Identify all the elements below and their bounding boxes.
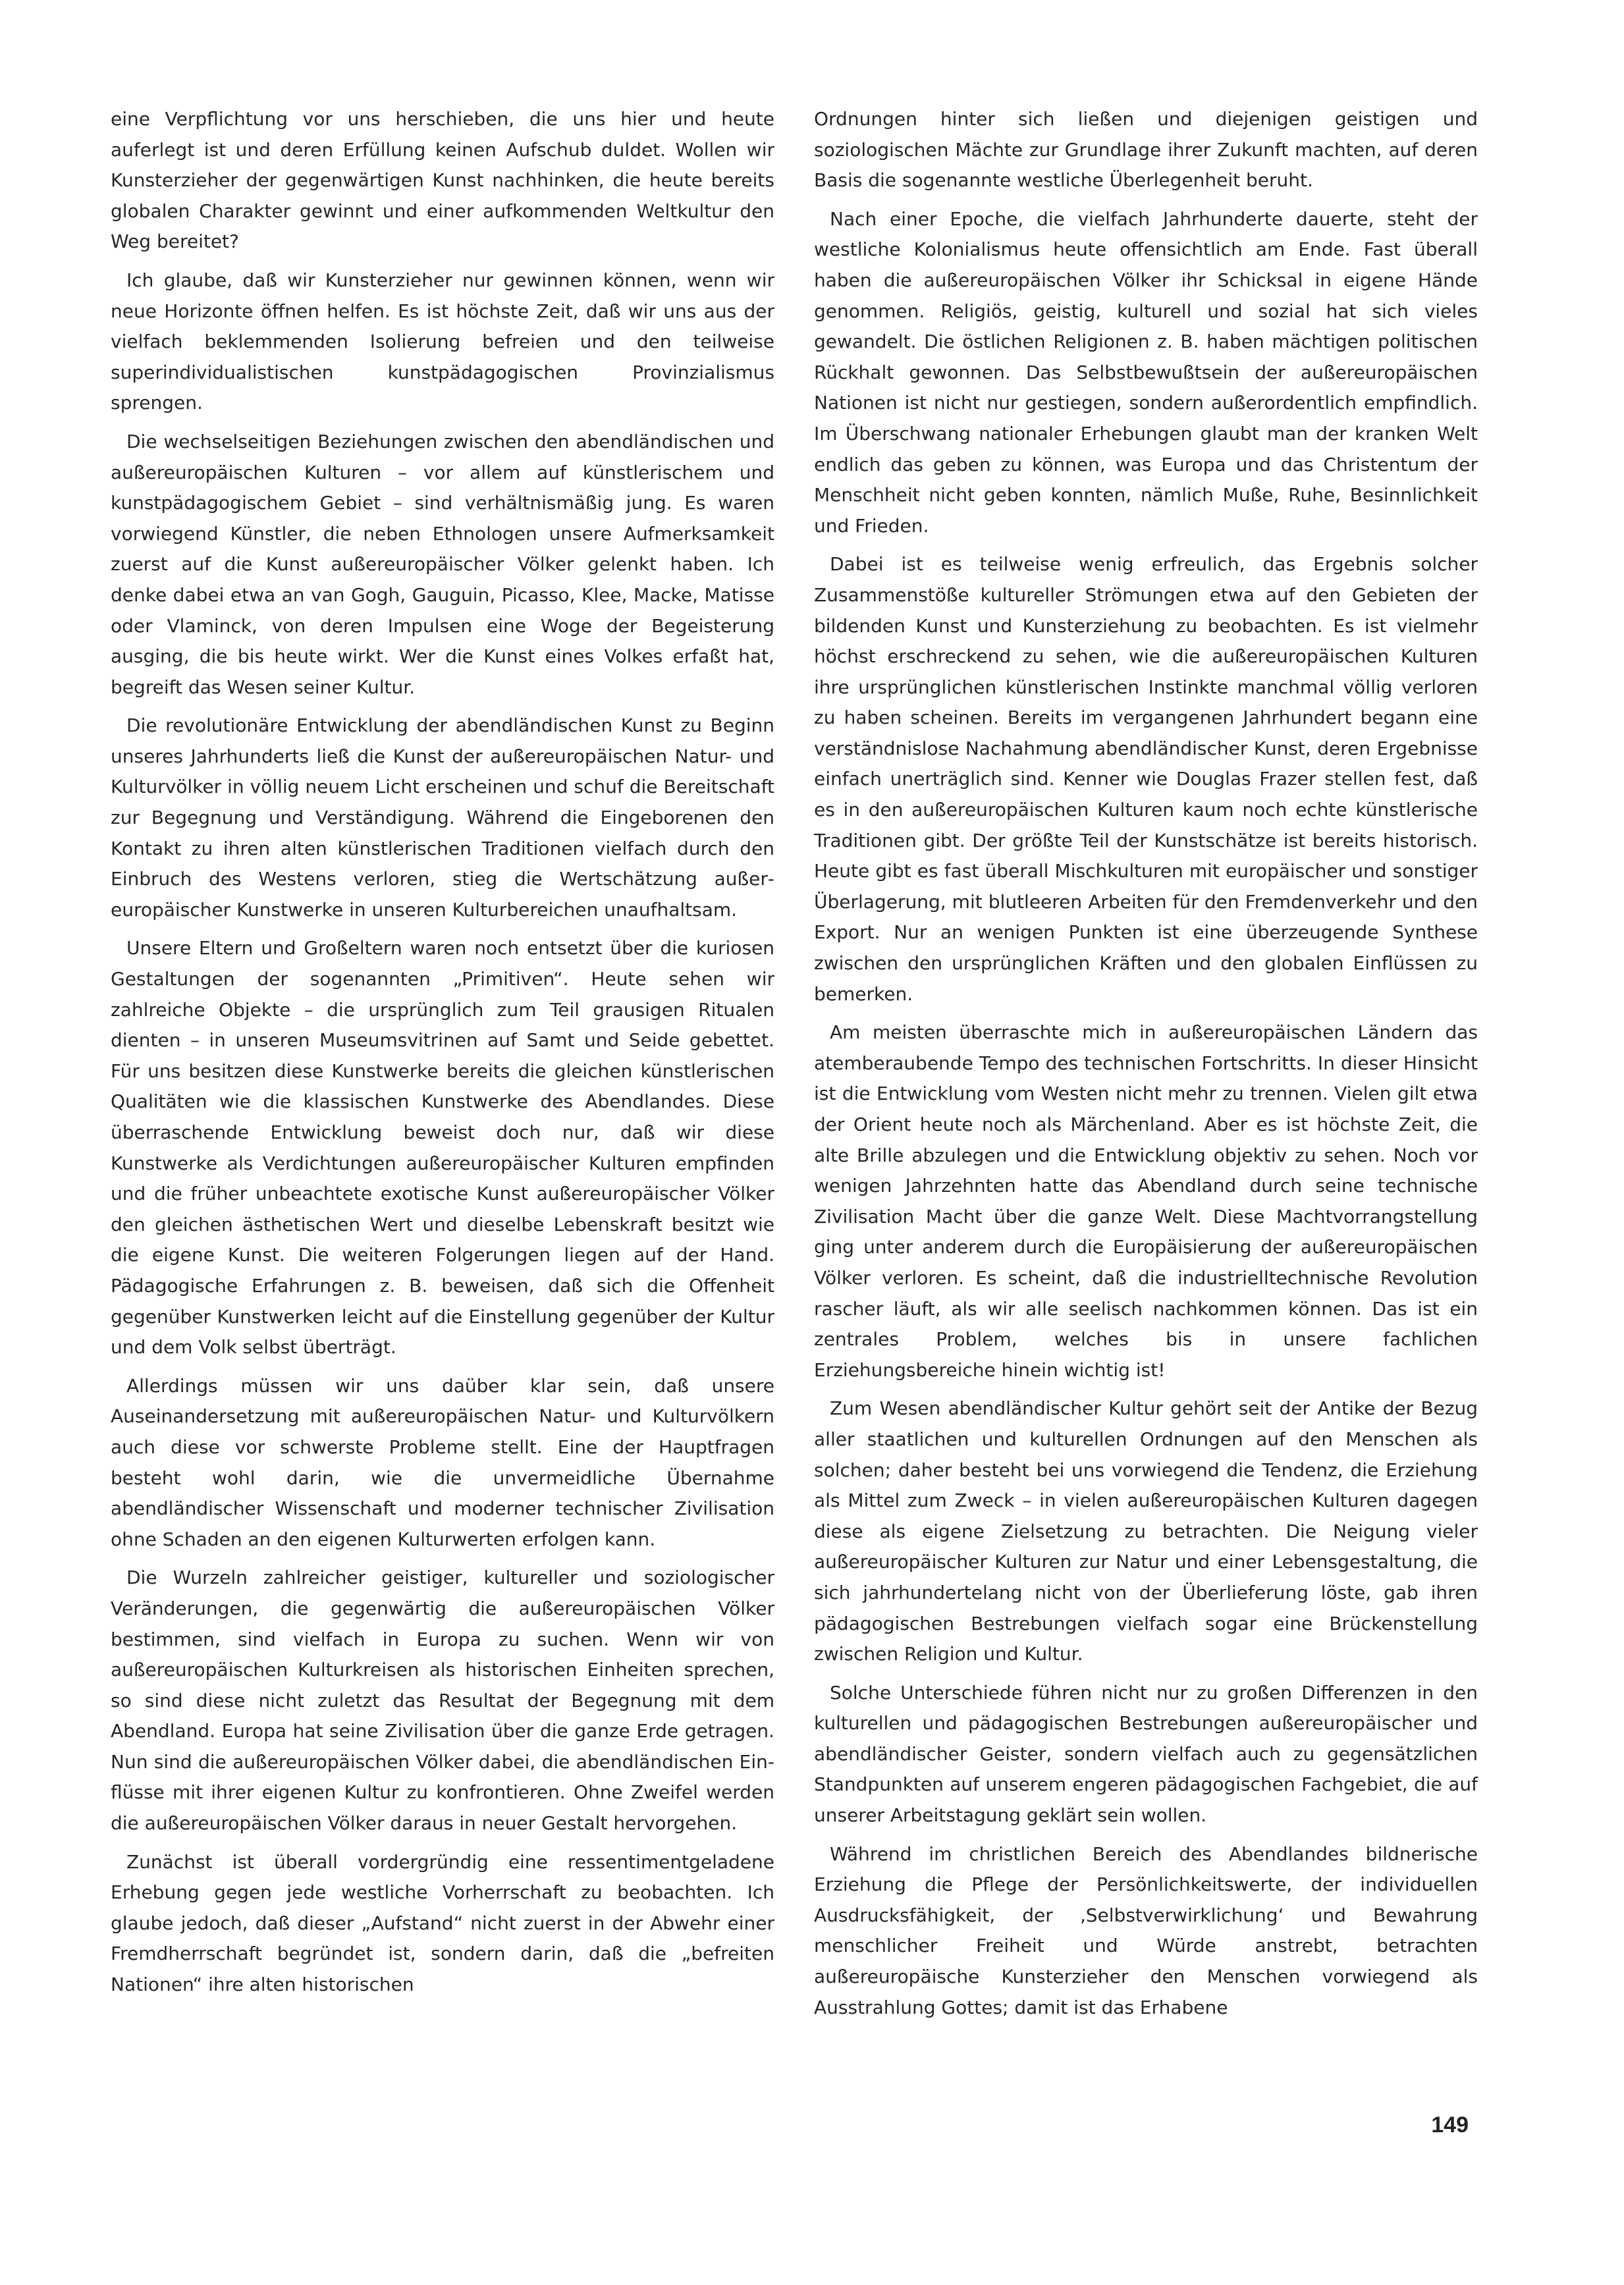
page-number: 149 [1431,2112,1469,2137]
paragraph: eine Verpflichtung vor uns herschieben, die uns hier und heute auferlegt ist und deren Erfüllung keinen Aufschub duldet. Wollen wir Kunsterzieher der gegenwärtigen Kunst nachhinken, die heute bereits globalen Charakter gewinnt und einer aufkommenden Weltkultur den Weg bereitet? [111,108,774,253]
right-text-column [814,104,1478,2031]
paragraph: Die Wurzeln zahlreicher geistiger, kultureller und soziologischer Veränderungen, die gegenwärtig die außereuropäischen Völker bestimmen, sind vielfach in Europa zu suchen. Wenn wir von außereuropäischen Kulturkreisen als historischen Einheiten sprechen, so sind diese nicht zuletzt das Resultat der Begegnung mit dem Abendland. Europa hat seine Zivilisation über die ganze Erde getragen. Nun sind die außereuropäischen Völker dabei, die abendländischen Einflüsse mit ihrer eigenen Kultur zu konfrontieren. Ohne Zweifel werden die außereuropäischen Völker daraus in neuer Gestalt hervorgehen. [111,1567,774,1835]
paragraph: Ordnungen hinter sich ließen und diejenigen geistigen und soziologischen Mächte zur Grundlage ihrer Zukunft machten, auf deren Basis die sogenannte westliche Überlegenheit beruht. [814,108,1478,192]
paragraph: Zum Wesen abendländischer Kultur gehört seit der Antike der Bezug aller staatlichen und kulturellen Ordnungen auf den Menschen als solchen; daher besteht bei uns vorwiegend die Tendenz, die Erziehung als Mittel zum Zweck – in vielen außereuropäischen Kulturen dagegen diese als eigene Zielsetzung zu betrachten. Die Neigung vieler außereuropäischer Kulturen zur Natur und einer Lebensgestaltung, die sich jahrhundertelang nicht von der Überlieferung löste, gab ihren pädagogischen Bestrebungen vielfach sogar eine Brückenstellung zwischen Religion und Kultur. [814,1397,1478,1665]
paragraph: Die revolutionäre Entwicklung der abendländischen Kunst zu Beginn unseres Jahrhunderts ließ die Kunst der außereuropäischen Natur- und Kulturvölker in völlig neuem Licht erscheinen und schuf die Bereitschaft zur Begegnung und Verständigung. Während die Eingeborenen den Kontakt zu ihren alten künstlerischen Traditionen vielfach durch den Einbruch des Westens verloren, stieg die Wertschätzung außereuropäischer Kunstwerke in unseren Kulturbereichen unaufhaltsam. [111,714,774,921]
paragraph: Während im christlichen Bereich des Abendlandes bildnerische Erziehung die Pflege der Persönlichkeitswerte, der individuellen Ausdrucksfähigkeit, der ‚Selbstverwirklichung‘ und Bewahrung menschlicher Freiheit und Würde anstrebt, betrachten außereuropäische Kunsterzieher den Menschen vorwiegend als Ausstrahlung Gottes; damit ist das Erhabene [814,1842,1478,2018]
paragraph: Allerdings müssen wir uns daüber klar sein, daß unsere Auseinandersetzung mit außereuropäischen Natur- und Kulturvölkern auch diese vor schwerste Probleme stellt. Eine der Hauptfragen besteht wohl darin, wie die unvermeidliche Übernahme abendländischer Wissenschaft und moderner technischer Zivilisation ohne Schaden an den eigenen Kulturwerten erfolgen kann. [111,1374,774,1550]
paragraph: Dabei ist es teilweise wenig erfreulich, das Ergebnis solcher Zusammenstöße kultureller Strömungen etwa auf den Gebieten der bildenden Kunst und Kunsterziehung zu beobachten. Es ist vielmehr höchst erschreckend zu sehen, wie die außereuropäischen Kulturen ihre ursprünglichen künstlerischen Instinkte manchmal völlig verloren zu haben scheinen. Bereits im vergangenen Jahrhundert begann eine verständnislose Nachahmung abendländischer Kunst, deren Ergebnisse einfach unerträglich sind. Kenner wie Douglas Frazer stellen fest, daß es in den außereuropäischen Kulturen kaum noch echte künstlerische Traditionen gibt. Der größte Teil der Kunstschätze ist bereits historisch. Heute gibt es fast überall Mischkulturen mit europäischer und sonstiger Überlagerung, mit blutleeren Arbeiten für den Fremdenverkehr und den Export. Nur an wenigen Punkten ist eine überzeugende Synthese zwischen den ursprünglichen Kräften und den globalen Einflüssen zu bemerken. [814,553,1478,1005]
paragraph: Solche Unterschiede führen nicht nur zu großen Differenzen in den kulturellen und pädagogischen Bestrebungen außereuropäischer und abendländischer Geister, sondern vielfach auch zu gegensätzlichen Standpunkten auf unserem engeren pädagogischen Fachgebiet, die auf unserer Arbeitstagung geklärt sein wollen. [814,1681,1478,1827]
paragraph: Die wechselseitigen Beziehungen zwischen den abendländischen und außereuropäischen Kulturen – vor allem auf künstlerischem und kunstpädagogischem Gebiet – sind verhältnismäßig jung. Es waren vorwiegend Künstler, die neben Ethnologen unsere Aufmerksamkeit zuerst auf die Kunst außereuropäischer Völker gelenkt haben. Ich denke dabei etwa an van Gogh, Gauguin, Picasso, Klee, Macke, Matisse oder Vlaminck, von deren Impulsen eine Woge der Begeisterung ausging, die bis heute wirkt. Wer die Kunst eines Volkes erfaßt hat, begreift das Wesen seiner Kultur. [111,430,774,698]
paragraph: Nach einer Epoche, die vielfach Jahrhunderte dauerte, steht der westliche Kolonialismus heute offensichtlich am Ende. Fast überall haben die außereuropäischen Völker ihr Schicksal in eigene Hände genommen. Religiös, geistig, kulturell und sozial hat sich vieles gewandelt. Die östlichen Religionen z. B. haben mächtigen politischen Rückhalt gewonnen. Das Selbstbewußtsein der außereuropäischen Nationen ist nicht nur gestiegen, sondern außerordentlich empfindlich. Im Überschwang nationaler Erhebungen glaubt man der kranken Welt endlich das geben zu können, was Europa und das Christentum der Menschheit nicht geben konnten, nämlich Muße, Ruhe, Besinnlichkeit und Frieden. [814,207,1478,537]
paragraph: Ich glaube, daß wir Kunsterzieher nur gewinnen können, wenn wir neue Horizonte öffnen helfen. Es ist höchste Zeit, daß wir uns aus der vielfach beklemmenden Isolierung befreien und den teilweise superindividualistischen kunstpädagogischen Provinzialismus sprengen. [111,269,774,414]
paragraph: Am meisten überraschte mich in außereuropäischen Ländern das atemberaubende Tempo des technischen Fortschritts. In dieser Hinsicht ist die Entwicklung vom Westen nicht mehr zu trennen. Vielen gilt etwa der Orient heute noch als Märchenland. Aber es ist höchste Zeit, die alte Brille abzulegen und die Entwicklung objektiv zu sehen. Noch vor wenigen Jahrzehnten hatte das Abendland durch seine technische Zivilisation Macht über die ganze Welt. Diese Machtvorrangstellung ging unter anderem durch die Europäisierung der außereuropäischen Völker verloren. Es scheint, daß die industrielltechnische Revolution rascher läuft, als wir alle seelisch nachkommen können. Das ist ein zentrales Problem, welches bis in unsere fachlichen Erziehungsbereiche hinein wichtig ist! [814,1021,1478,1381]
left-text-column [111,104,774,2008]
paragraph: Zunächst ist überall vordergründig eine ressentimentgeladene Erhebung gegen jede westliche Vorherrschaft zu beobachten. Ich glaube jedoch, daß dieser „Aufstand“ nicht zuerst in der Abwehr einer Fremdherrschaft begründet ist, sondern darin, daß die „befreiten Nationen“ ihre alten historischen [111,1850,774,1996]
paragraph: Unsere Eltern und Großeltern waren noch entsetzt über die kuriosen Gestaltungen der sogenannten „Primitiven“. Heute sehen wir zahlreiche Objekte – die ursprünglich zum Teil grausigen Ritualen dienten – in unseren Museumsvitrinen auf Samt und Seide gebettet. Für uns besitzen diese Kunstwerke bereits die gleichen künstlerischen Qualitäten wie die klassischen Kunstwerke des Abendlandes. Diese überraschende Entwicklung beweist doch nur, daß wir diese Kunstwerke als Verdichtungen außereuropäischer Kulturen empfinden und die früher unbeachtete exotische Kunst außereuropäischer Völker den gleichen ästhetischen Wert und dieselbe Lebenskraft besitzt wie die eigene Kunst. Die weiteren Folgerungen liegen auf der Hand. Pädagogische Erfahrungen z. B. beweisen, daß sich die Offenheit gegenüber Kunstwerken leicht auf die Einstellung gegenüber der Kultur und dem Volk selbst überträgt. [111,937,774,1358]
